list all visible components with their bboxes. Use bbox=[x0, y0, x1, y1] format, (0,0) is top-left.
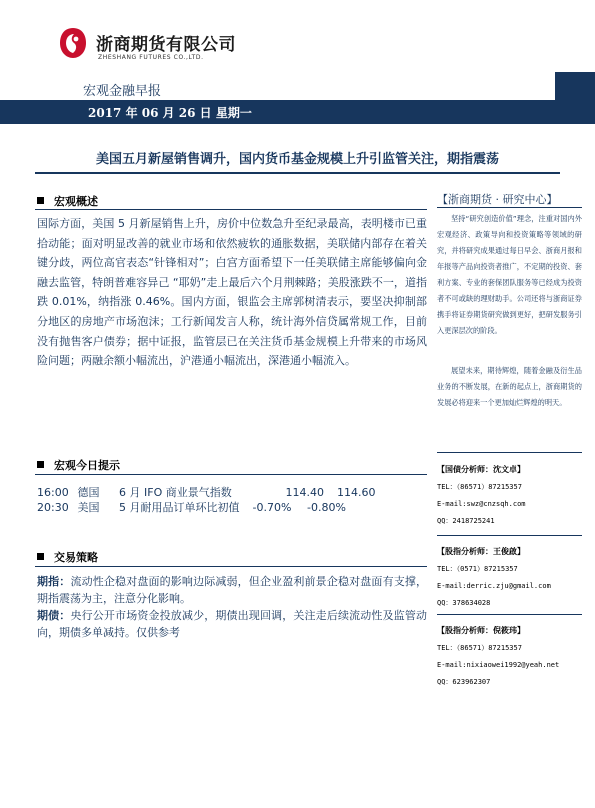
strategy-item bbox=[37, 573, 427, 607]
sidebar-outlook-paragraph: 展望未来，期待辉煌，随着金融及衍生品业务的不断发展，在新的起点上，浙商期货的发展必将迎来一个更加灿烂辉煌的明天。 bbox=[437, 366, 582, 407]
square-bullet-icon bbox=[37, 553, 44, 560]
report-type: 宏观金融早报 bbox=[83, 84, 162, 99]
research-center-title: 【浙商期货 · 研究中心】 bbox=[437, 193, 558, 206]
analyst-qq: QQ：378634028 bbox=[437, 599, 491, 607]
headline-divider bbox=[35, 172, 560, 174]
strategy-text: 流动性企稳对盘面的影响边际减弱，但企业盈利前景企稳对盘面有支撑，期指震荡为主，注意分化影响。 bbox=[37, 575, 428, 605]
analyst-card bbox=[437, 622, 587, 691]
strategy-text: 央行公开市场资金投放减少，期债出现回调，关注走后续流动性及监管动向，期债多单减持。仅供参考 bbox=[37, 609, 428, 639]
tip-event: 5 月耐用品订单环比初值 bbox=[119, 501, 240, 514]
tip-country: 美国 bbox=[77, 501, 100, 514]
square-bullet-icon bbox=[37, 461, 44, 468]
today-tips-section-title: 宏观今日提示 bbox=[37, 457, 120, 473]
analyst-card bbox=[437, 461, 587, 530]
company-name-cn: 浙商期货有限公司 bbox=[96, 35, 236, 55]
company-name-en: ZHESHANG FUTURES CO.,LTD. bbox=[98, 54, 204, 61]
company-logo-icon bbox=[58, 26, 88, 60]
date-banner bbox=[0, 100, 595, 124]
tip-time: 16:00 bbox=[37, 486, 69, 499]
today-tips-divider bbox=[35, 474, 427, 475]
sidebar-divider bbox=[437, 207, 582, 208]
analyst-tel: TEL：（86571）87215357 bbox=[437, 483, 522, 491]
analyst-qq: QQ：2418725241 bbox=[437, 517, 495, 525]
report-headline: 美国五月新屋销售调升，国内货币基金规模上升引监管关注，期指震荡 bbox=[95, 152, 499, 167]
analyst-tel: TEL：（0571）87215357 bbox=[437, 565, 518, 573]
tip-row bbox=[37, 499, 346, 515]
banner-corner bbox=[555, 72, 595, 100]
strategy-divider bbox=[35, 566, 427, 567]
overview-paragraph: 国际方面，美国 5 月新屋销售上升，房价中位数急升至纪录最高，表明楼市已重拾动能；面对明显改善的就业市场和依然疲软的通胀数据，美联储内部存在着关键分歧，两位高官表态“针锋相对”；白宫方面希望下一任美联储主席能够偏向金融去监管，特朗普难容异己 “耶奶”走上最后六个月荆棘路；美股涨跌不一，道指跌 0.01%，纳指涨 0.46%。国内方面，银监会主席郭树清表示，要坚决抑制部分地区的房地产市场泡沫；工行新闻发言人称，统计海外信贷属常规工作，目前没有抛售客户债券；据中证报，监管层已在关注货币基金规模上升带来的市场风险问题；两融余额小幅流出，沪港通小幅流出，深港通小幅流入。 bbox=[37, 217, 427, 368]
analyst-email[interactable]: E-mail:nixiaowei1992@yeah.net bbox=[437, 661, 560, 669]
sidebar-intro-paragraph: 坚持“研究创造价值”理念，注重对国内外宏观经济、政策导向和投资策略等领域的研究，并将研究成果通过每日早会、浙商月报和年报等产品向投资者推广，不定期的投资、套利方案、专业的套保团队服务等已经成为投资者不可或缺的理财助手。公司还将与浙商证券携手将证券期货研究做到更好，把研发服务引入更深层次的阶段。 bbox=[437, 214, 582, 335]
tip-previous: 114.40 bbox=[285, 486, 324, 499]
strategy-section-title: 交易策略 bbox=[37, 549, 98, 565]
analyst-name: 【股指分析师：王俊啟】 bbox=[437, 547, 525, 556]
tip-forecast: 114.60 bbox=[337, 486, 376, 499]
company-logo bbox=[58, 24, 238, 68]
analyst-qq: QQ：623962307 bbox=[437, 678, 491, 686]
analyst-card bbox=[437, 543, 587, 612]
sidebar-divider bbox=[437, 452, 582, 453]
tip-event: 6 月 IFO 商业景气指数 bbox=[119, 486, 232, 499]
analyst-email[interactable]: E-mail:derric.zju@gmail.com bbox=[437, 582, 551, 590]
tip-forecast: -0.80% bbox=[307, 501, 346, 514]
strategy-label: 期指： bbox=[37, 575, 71, 588]
analyst-tel: TEL：（86571）87215357 bbox=[437, 644, 522, 652]
overview-section-title: 宏观概述 bbox=[37, 193, 98, 209]
tip-previous: -0.70% bbox=[252, 501, 292, 514]
sidebar-divider bbox=[437, 535, 582, 536]
strategy-label: 期债： bbox=[37, 609, 71, 622]
strategy-item bbox=[37, 607, 427, 641]
analyst-name: 【股指分析师：倪筱玮】 bbox=[437, 626, 525, 635]
analyst-email[interactable]: E-mail:swz@cnzsqh.com bbox=[437, 500, 526, 508]
tip-country: 德国 bbox=[77, 486, 100, 499]
tip-row bbox=[37, 484, 376, 500]
sidebar-divider bbox=[437, 614, 582, 615]
square-bullet-icon bbox=[37, 197, 44, 204]
overview-divider bbox=[35, 209, 427, 210]
tip-time: 20:30 bbox=[37, 501, 69, 514]
report-date: 2017 年 06 月 26 日 星期一 bbox=[88, 106, 252, 120]
analyst-name: 【国债分析师：沈文卓】 bbox=[437, 465, 525, 474]
